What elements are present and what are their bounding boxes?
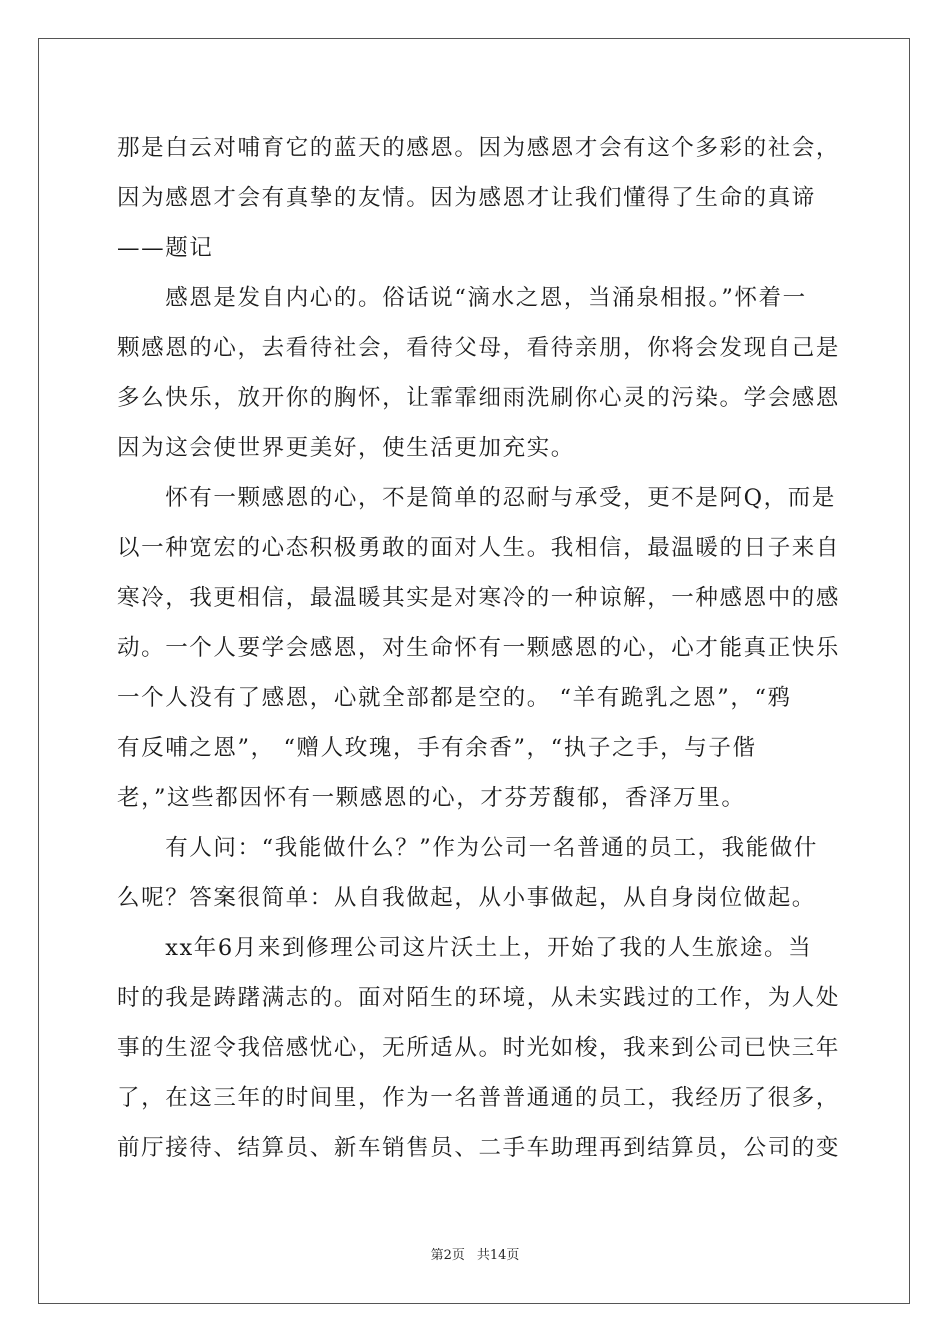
text-line: 以一种宽宏的心态积极勇敢的面对人生。我相信，最温暖的日子来自: [117, 535, 841, 561]
text-line: 么呢？答案很简单：从自我做起，从小事做起，从自身岗位做起。: [117, 885, 816, 911]
text-line: 时的我是踌躇满志的。面对陌生的环境，从未实践过的工作，为人处: [117, 985, 841, 1011]
text-line: 了，在这三年的时间里，作为一名普普通通的员工，我经历了很多，: [117, 1085, 841, 1111]
text-line: 一个人没有了感恩，心就全部都是空的。 “羊有跪乳之恩”，“鸦: [117, 685, 792, 711]
text-line: 怀有一颗感恩的心，不是简单的忍耐与承受，更不是阿Q，而是: [117, 485, 836, 511]
text-line: 感恩是发自内心的。俗话说“滴水之恩，当涌泉相报。”怀着一: [117, 285, 807, 311]
text-line: xx年6月来到修理公司这片沃土上，开始了我的人生旅途。当: [117, 935, 813, 961]
text-line: 多么快乐，放开你的胸怀，让霏霏细雨洗刷你心灵的污染。学会感恩: [117, 385, 841, 411]
text-line: ——题记: [117, 235, 214, 261]
text-line: 那是白云对哺育它的蓝天的感恩。因为感恩才会有这个多彩的社会，: [117, 135, 841, 161]
text-line: 动。一个人要学会感恩，对生命怀有一颗感恩的心，心才能真正快乐: [117, 635, 841, 661]
text-line: 颗感恩的心，去看待社会，看待父母，看待亲朋，你将会发现自己是: [117, 335, 841, 361]
total-pages: 共14页: [476, 1248, 520, 1263]
text-line: 有反哺之恩”， “赠人玫瑰，手有余香”，“执子之手，与子偕: [117, 735, 757, 761]
text-line: 前厅接待、结算员、新车销售员、二手车助理再到结算员，公司的变: [117, 1135, 841, 1161]
text-line: 事的生涩令我倍感忧心，无所适从。时光如梭，我来到公司已快三年: [117, 1035, 841, 1061]
page-footer: [0, 1244, 950, 1263]
body-text: [117, 128, 841, 1178]
text-line: 因为感恩才会有真挚的友情。因为感恩才让我们懂得了生命的真谛: [117, 185, 816, 211]
text-line: 寒冷，我更相信，最温暖其实是对寒冷的一种谅解，一种感恩中的感: [117, 585, 841, 611]
text-line: 因为这会使世界更美好，使生活更加充实。: [117, 435, 575, 461]
text-line: 有人问：“我能做什么？”作为公司一名普通的员工，我能做什: [117, 835, 819, 861]
text-line: 老，”这些都因怀有一颗感恩的心，才芬芳馥郁，香泽万里。: [117, 785, 746, 811]
page-number: 第2页: [430, 1248, 465, 1263]
